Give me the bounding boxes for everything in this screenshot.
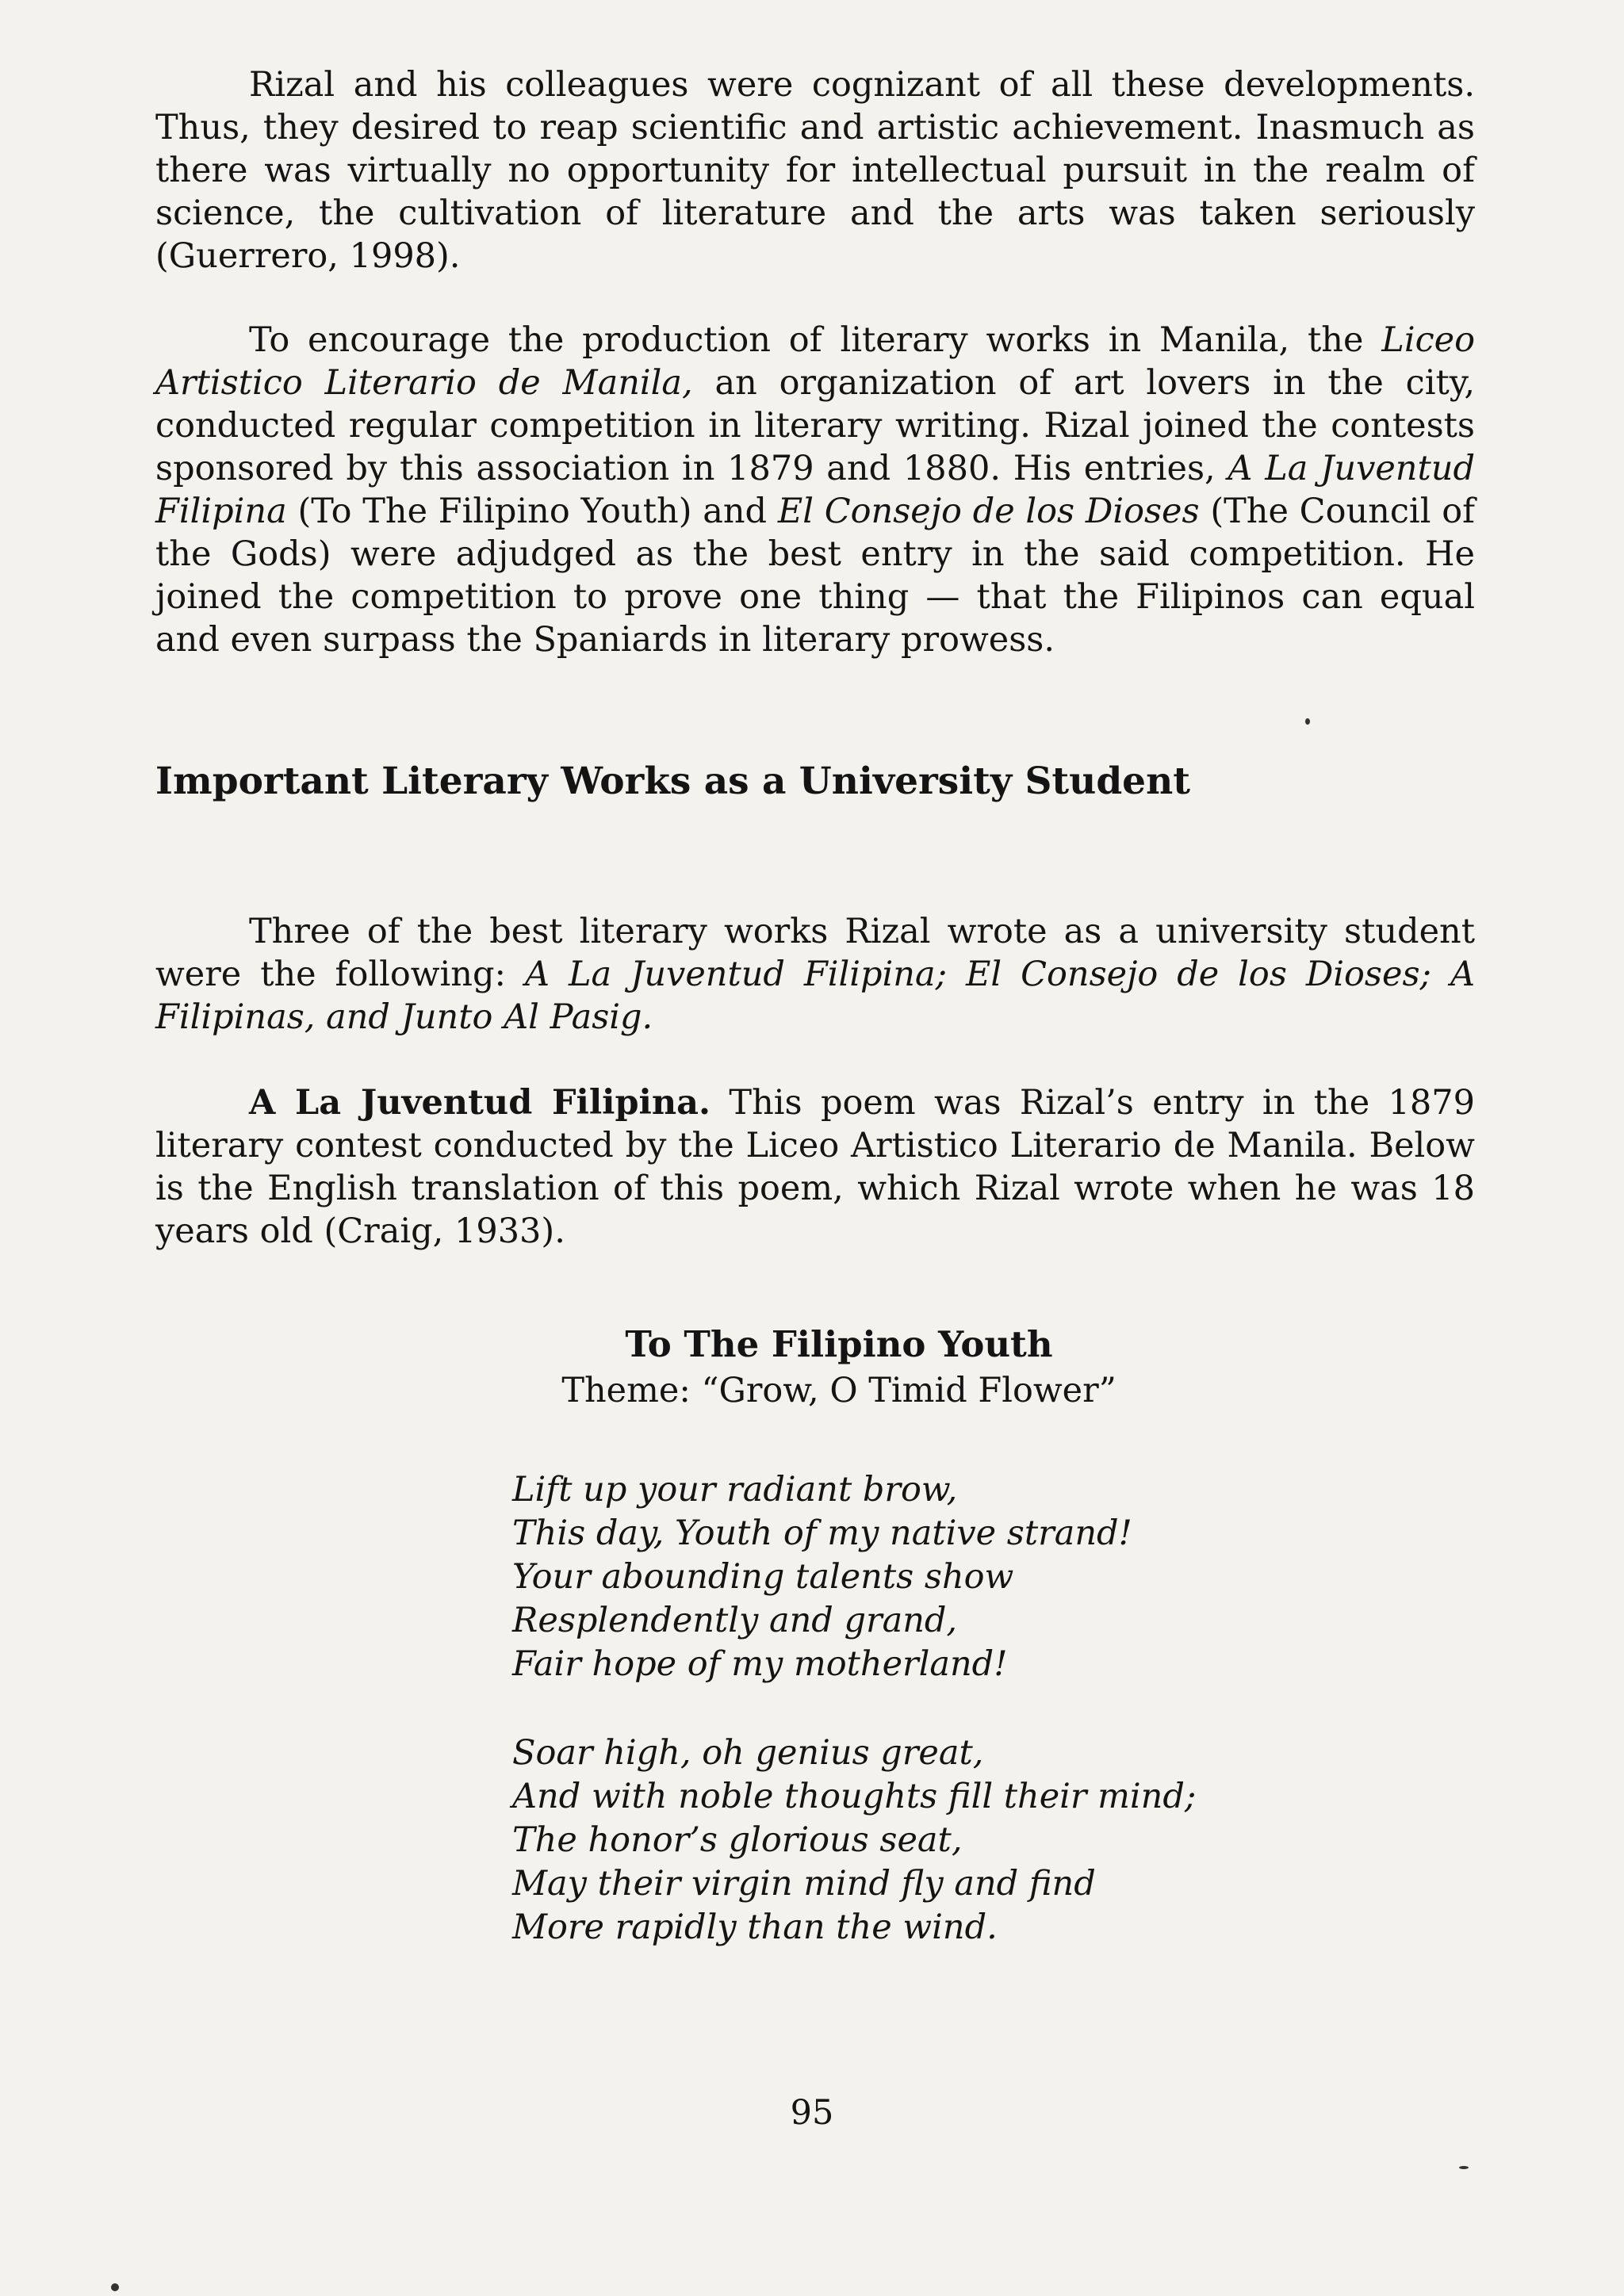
poem-line: The honor’s glorious seat, bbox=[512, 1820, 963, 1860]
section-heading: Important Literary Works as a University Student bbox=[155, 760, 1190, 803]
paragraph-text: (The Council of the Gods) were adjudged as the best entry in the said competition. He joined the competition to prove one thing — that the Filipinos can equal and even surpass the Spaniards in literary prowess. bbox=[155, 492, 1475, 660]
poem-line: Lift up your radiant brow, bbox=[512, 1470, 958, 1510]
scan-speck bbox=[1459, 2166, 1469, 2169]
poem-theme: Theme: “Grow, O Timid Flower” bbox=[561, 1371, 1116, 1410]
paragraph-rizal-colleagues bbox=[155, 63, 1475, 277]
paragraph-text: (To The Filipino Youth) and bbox=[286, 492, 778, 531]
poem-line: Your abounding talents show bbox=[512, 1557, 1014, 1597]
paragraph-text: To encourage the production of literary works in Manila, the bbox=[249, 320, 1382, 360]
poem-line: Resplendently and grand, bbox=[512, 1601, 958, 1640]
poem-line: And with noble thoughts fill their mind; bbox=[512, 1777, 1197, 1816]
paragraph-text: Rizal and his colleagues were cognizant of all these developments. Thus, they desired to reap scientific and artistic achievement. Inasmuch as there was virtually no opportunity for intellectual pursuit in the realm of science, the cultivation of literature and the arts was taken seriously (Guerrero, 1998). bbox=[155, 65, 1475, 276]
poem-stanza-2 bbox=[512, 1732, 1196, 1950]
paragraph-liceo-contest bbox=[155, 319, 1475, 661]
paragraph-text: Three of the best literary works Rizal wrote as a university student were the following: bbox=[155, 912, 1475, 994]
paragraph-juventud-filipina bbox=[155, 1081, 1475, 1253]
italic-work-title: El Consejo de los Dioses bbox=[777, 492, 1200, 531]
italic-work-title: A La Juventud Filipina bbox=[155, 449, 1475, 531]
paragraph-text: an organization of art lovers in the city, conducted regular competition in literary writing. Rizal joined the contests sponsored by this association in 1879 and 1880. His entries, bbox=[155, 363, 1475, 488]
italic-work-list: A La Juventud Filipina; El Consejo de los Dioses; A Filipinas, and Junto Al Pasig. bbox=[155, 955, 1475, 1037]
scan-speck bbox=[1305, 718, 1310, 725]
poem-line: More rapidly than the wind. bbox=[512, 1908, 998, 1947]
poem-stanza-1 bbox=[512, 1468, 1132, 1686]
bold-run-in-title: A La Juventud Filipina. bbox=[249, 1083, 710, 1123]
italic-org-name: Liceo Artistico Literario de Manila, bbox=[155, 320, 1475, 403]
paragraph-best-works bbox=[155, 910, 1475, 1039]
poem-title: To The Filipino Youth bbox=[625, 1323, 1053, 1365]
poem-line: This day, Youth of my native strand! bbox=[512, 1513, 1132, 1553]
poem-line: Fair hope of my motherland! bbox=[512, 1644, 1008, 1684]
paragraph-text: This poem was Rizal’s entry in the 1879 literary contest conducted by the Liceo Artistico Literario de Manila. Below is the English translation of this poem, which Rizal wrote when he was 18 years old (Craig, 1933). bbox=[155, 1083, 1475, 1251]
scan-speck bbox=[111, 2283, 119, 2291]
poem-line: May their virgin mind fly and find bbox=[512, 1864, 1096, 1904]
poem-line: Soar high, oh genius great, bbox=[512, 1733, 984, 1773]
page-number: 95 bbox=[790, 2093, 834, 2133]
